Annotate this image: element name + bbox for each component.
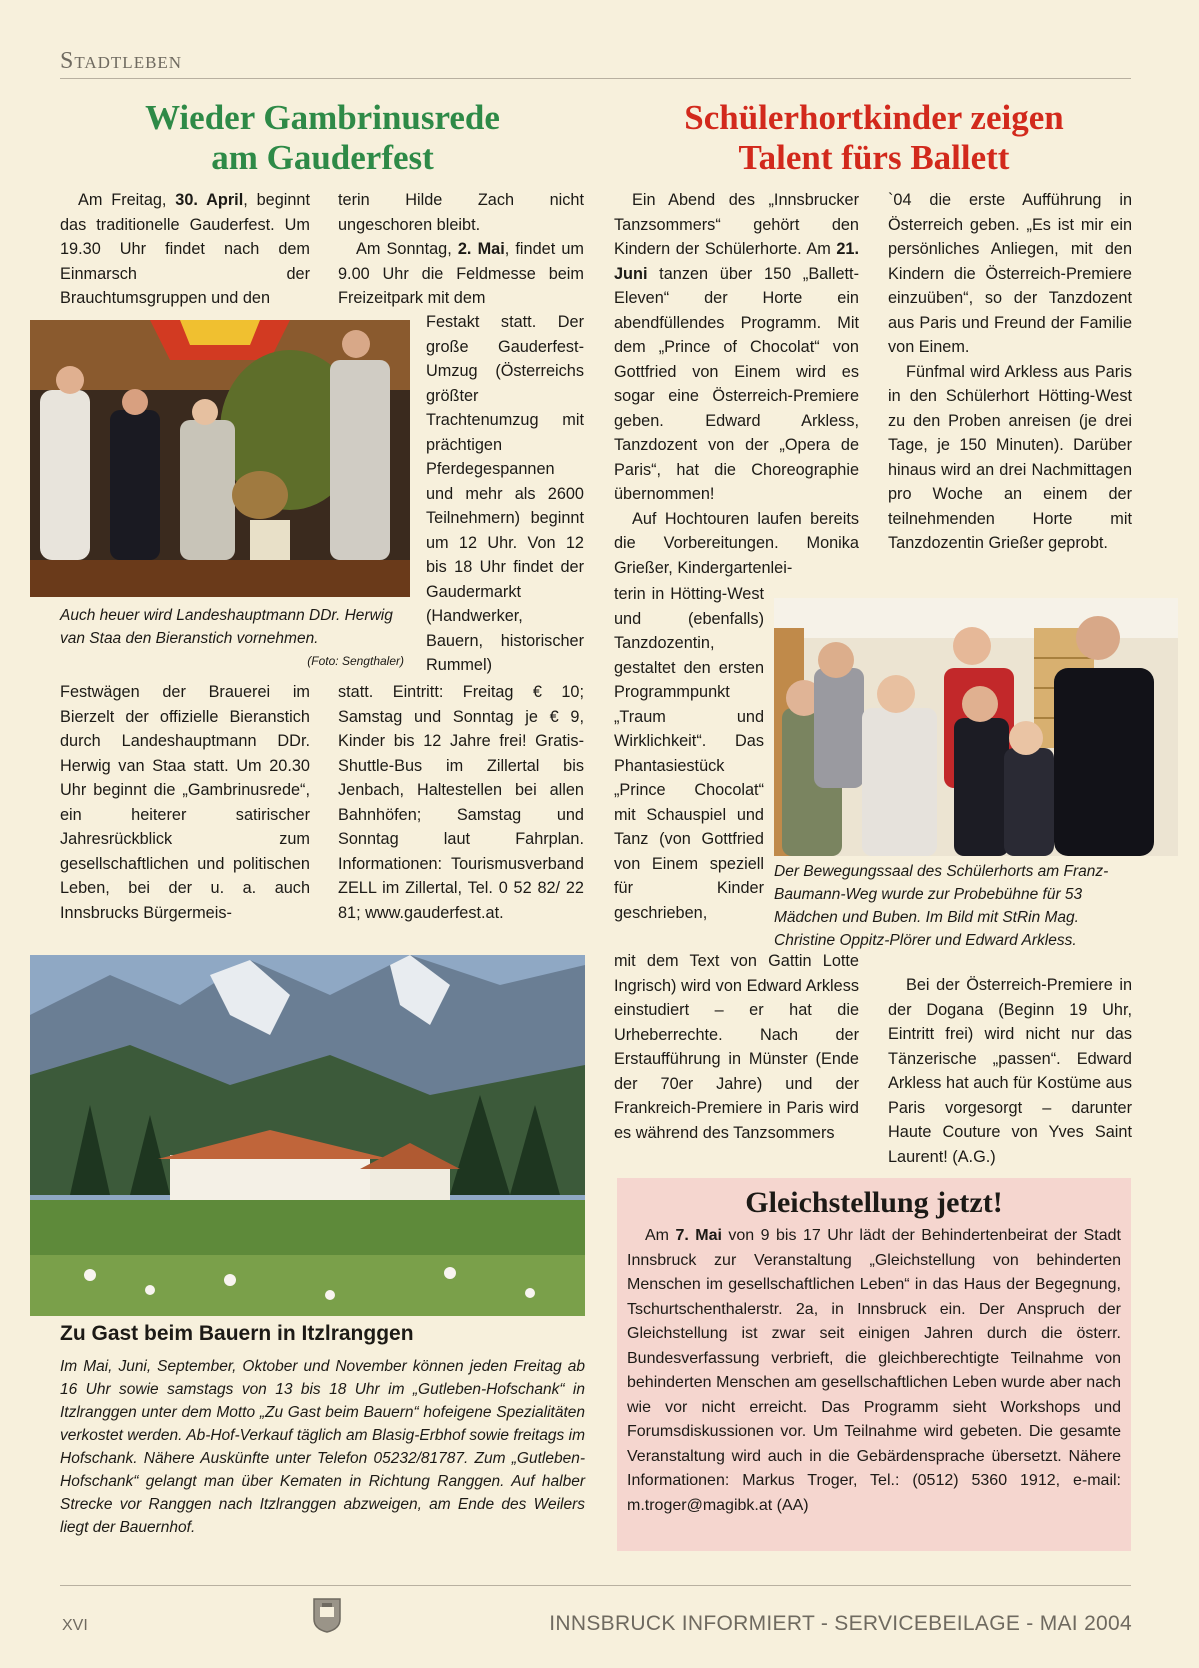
ballett-col1-continued [614,949,859,1145]
ballett-col1-side-text: terin in Hötting-West und (ebenfalls) Tanzdozentin, gestaltet den ersten Programmpunkt „Traum und Wirklichkeit“. Das Phantasiestück „Prince Chocolat“ mit Schauspiel und Tanz (von Gottfried von Einem speziell für Kinder geschrieben, [614,585,764,922]
gleichstellung-body [617,1220,1131,1518]
ballett-caption: Der Bewegungssaal des Schülerhorts am Franz-Baumann-Weg wurde zur Probebühne für 53 Mädchen und Buben. Im Bild mit StRin Mag. Christine Oppitz-Plörer und Edward Arkless. [774,863,1109,949]
ballett-photo [774,598,1178,856]
itzlranggen-text: Im Mai, Juni, September, Oktober und November können jeden Freitag ab 16 Uhr sowie samstags von 13 bis 18 Uhr im „Gutleben-Hofschank“ in Itzlranggen unter dem Motto „Zu Gast beim Bauern“ hofeigene Spezialitäten verkostet werden. Ab-Hof-Verkauf täglich am Blasig-Erbhof sowie freitags im Hofschank. Nähere Auskünfte unter Telefon 05232/81787. Zum „Gutleben-Hofschank“ gelangt man über Kematen in Richtung Ranggen. Auf halber Strecke vor Ranggen nach Itzlranggen abzweigen, am Ende des Weilers liegt der Bauernhof. [60,1358,585,1536]
gambrinus-headline-line1: Wieder Gambrinusrede [145,98,500,137]
top-rule [60,78,1131,79]
ballett-col2-continued-text: Bei der Österreich-Premiere in der Dogana (Beginn 19 Uhr, Eintritt frei) wird nicht nur das Tänzerische „passen“. Edward Arkless hat auch für Kostüme aus Paris vorgesorgt – darunter Haute Couture von Yves Saint Laurent! (A.G.) [888,976,1132,1166]
gambrinus-col1-intro-text: Am Freitag, 30. April, beginnt das traditionelle Gauderfest. Um 19.30 Uhr findet nach dem Einmarsch der Brauchtumsgruppen und den [60,191,311,307]
gambrinus-col1-continued-text: Festwägen der Brauerei im Bierzelt der offizielle Bieranstich durch Landeshauptmann DDr. Herwig van Staa statt. Um 20.30 Uhr beginnt die „Gambrinusrede“, ein heiterer satirischer Jahresrückblick zum gesellschaftlichen und politischen Leben, bei der u. a. auch Innsbrucks Bürgermeis- [60,683,310,922]
itzlranggen-photo [30,955,585,1316]
itzlranggen-title: Zu Gast beim Bauern in Itzlranggen [60,1322,414,1345]
ballett-col1 [614,188,859,580]
city-crest-icon [312,1597,342,1633]
ballett-col2 [888,188,1132,556]
ballett-col2-text-b: Fünfmal wird Arkless aus Paris in den Schülerhort Hötting-West zu den Proben anreisen (je drei Tage, je 150 Minuten). Darüber hinaus wird an drei Nachmittagen pro Woche an einem der teilnehmenden Horte mit Tanzdozentin Grießer geprobt. [888,362,1132,552]
gambrinus-col2-intro [338,188,584,311]
ballett-col1-text-a: Ein Abend des „Innsbrucker Tanzsommers“ gehört den Kindern der Schülerhorte. Am 21. Juni tanzen über 150 „Ballett-Eleven“ der Horte ein abendfüllendes Programm. Mit dem „Prince of Chocolat“ von Gottfried von Einem wird es sogar eine Österreich-Premiere geben. Edward Arkless, Tanzdozent von der „Opera de Paris“, hat die Choreographie übernommen! [614,191,859,503]
bieranstich-caption: Auch heuer wird Landeshauptmann DDr. Herwig van Staa den Bieranstich vornehmen. [60,607,393,647]
ballett-headline-line1: Schülerhortkinder zeigen [684,98,1064,137]
ballett-col2-text-a: `04 die erste Aufführung in Österreich geben. „Es ist mir ein persönliches Anliegen, mit den Kindern die Österreich-Premiere einzuüben“, so der Tanzdozent aus Paris und Freund der Familie von Einem. [888,191,1132,356]
section-label: Stadtleben [60,48,183,74]
gambrinus-col1-continued [60,680,310,925]
ballett-col2-continued [888,973,1132,1169]
bieranstich-credit: (Foto: Sengthaler) [307,654,404,668]
ballett-headline [617,98,1131,178]
gambrinus-col2-text-b: Am Sonntag, 2. Mai, findet um 9.00 Uhr die Feldmesse beim Freizeitpark mit dem [338,240,584,307]
publication-footer: INNSBRUCK INFORMIERT - SERVICEBEILAGE - MAI 2004 [549,1612,1132,1635]
ballett-col1-side [614,582,764,925]
gambrinus-headline-line2: am Gauderfest [211,138,434,177]
gambrinus-col2-side-text: Festakt statt. Der große Gauderfest-Umzug (Österreichs größter Trachtenumzug mit prächtigen Pferdegespannen und mehr als 2600 Teilnehmern) beginnt um 12 Uhr. Von 12 bis 18 Uhr findet der Gaudermarkt (Handwerker, Bauern, historischer Rummel) [426,313,584,674]
bieranstich-photo [30,320,410,597]
gambrinus-col2-continued [338,680,584,925]
gambrinus-col2-side [426,310,584,678]
ballett-col1-text-b: Auf Hochtouren laufen bereits die Vorbereitungen. Monika Grießer, Kindergartenlei- [614,509,859,577]
gleichstellung-title: Gleichstellung jetzt! [745,1186,1003,1219]
ballett-headline-line2: Talent fürs Ballett [738,138,1010,177]
gleichstellung-text: Am 7. Mai von 9 bis 17 Uhr lädt der Behindertenbeirat der Stadt Innsbruck zur Veranstaltung „Gleichstellung von behinderten Menschen im gesellschaftlichen Leben“ in das Haus der Begegnung, Tschurtschenthalerstr. 2a, in Innsbruck ein. Der Anspruch der Gleichstellung ist zwar seit einigen Jahren durch die österr. Bundesverfassung verbrieft, die gleichberechtigte Teilnahme von behinderten Menschen am gesellschaftlichen Leben wurde aber nach wie vor nicht erreicht. Das Programm sieht Workshops und Forumsdiskussionen vor. Um Teilnahme wird gebeten. Die gesamte Veranstaltung wird auch in die Gebärdensprache übersetzt. Nähere Informationen: Markus Troger, Tel.: (0512) 5360 1912, e-mail: m.troger@magibk.at (AA) [627,1227,1121,1514]
gleichstellung-box [617,1178,1131,1551]
gambrinus-headline [60,98,585,178]
gambrinus-col1-intro [60,188,310,311]
page-number: XVI [62,1617,88,1634]
ballett-col1-continued-text: mit dem Text von Gattin Lotte Ingrisch) wird von Edward Arkless einstudiert – er hat die Urheberrechte. Nach der Erstaufführung in Münster (Ende der 70er Jahre) und der Frankreich-Premiere in Paris wird es während des Tanzsommers [614,952,859,1142]
bottom-rule [60,1585,1131,1586]
gambrinus-col2-continued-text: statt. Eintritt: Freitag € 10; Samstag und Sonntag je € 9, Kinder bis 12 Jahre frei! Gratis-Shuttle-Bus im Zillertal bis Jenbach, Haltestellen bei allen Bahnhöfen; Samstag und Sonntag laut Fahrplan. Informationen: Tourismusverband ZELL im Zillertal, Tel. 0 52 82/ 22 81; www.gauderfest.at. [338,683,584,922]
gambrinus-col2-text-a: terin Hilde Zach nicht ungeschoren bleibt. [338,191,584,234]
